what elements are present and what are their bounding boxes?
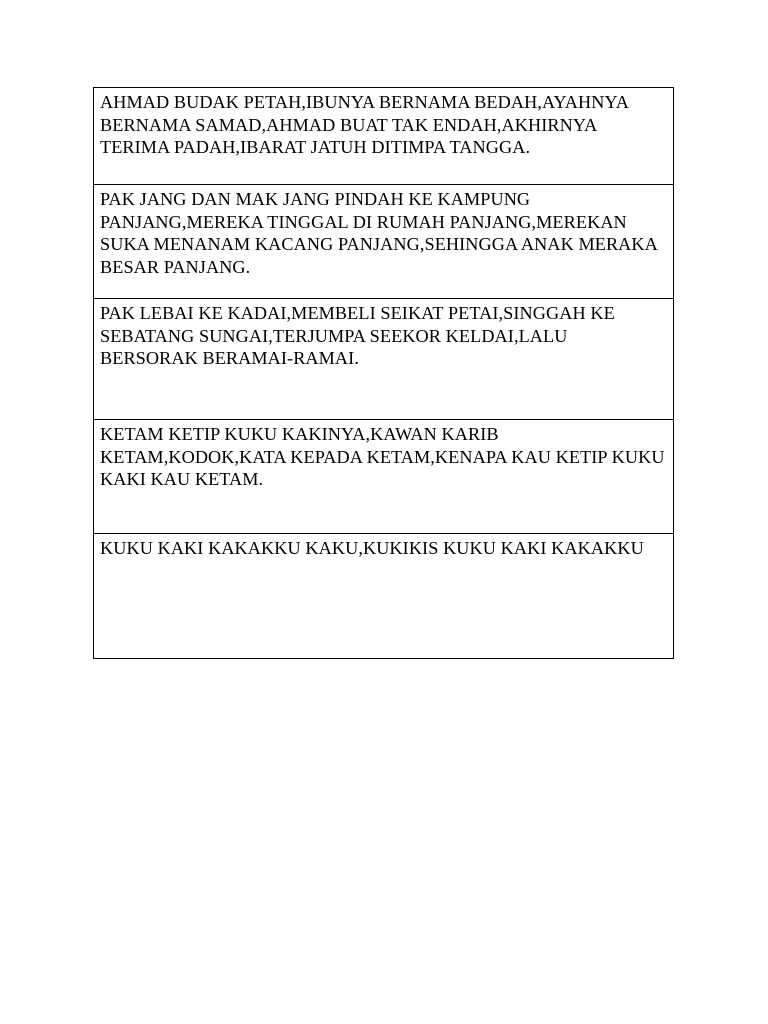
passage-row <box>94 420 674 534</box>
passage-row <box>94 534 674 659</box>
passage-row <box>94 299 674 420</box>
passage-cell: AHMAD BUDAK PETAH,IBUNYA BERNAMA BEDAH,AYAHNYA BERNAMA SAMAD,AHMAD BUAT TAK ENDAH,AKHIRNYA TERIMA PADAH,IBARAT JATUH DITIMPA TANGGA. <box>94 88 674 185</box>
passage-row <box>94 88 674 185</box>
passage-cell: KETAM KETIP KUKU KAKINYA,KAWAN KARIB KETAM,KODOK,KATA KEPADA KETAM,KENAPA KAU KETIP KUKU KAKI KAU KETAM. <box>94 420 674 534</box>
passage-row <box>94 185 674 299</box>
passage-cell: PAK LEBAI KE KADAI,MEMBELI SEIKAT PETAI,SINGGAH KE SEBATANG SUNGAI,TERJUMPA SEEKOR KELDAI,LALU BERSORAK BERAMAI-RAMAI. <box>94 299 674 420</box>
passage-table <box>93 87 674 659</box>
passage-cell: PAK JANG DAN MAK JANG PINDAH KE KAMPUNG PANJANG,MEREKA TINGGAL DI RUMAH PANJANG,MEREKAN SUKA MENANAM KACANG PANJANG,SEHINGGA ANAK MERAKA BESAR PANJANG. <box>94 185 674 299</box>
passage-cell: KUKU KAKI KAKAKKU KAKU,KUKIKIS KUKU KAKI KAKAKKU <box>94 534 674 659</box>
